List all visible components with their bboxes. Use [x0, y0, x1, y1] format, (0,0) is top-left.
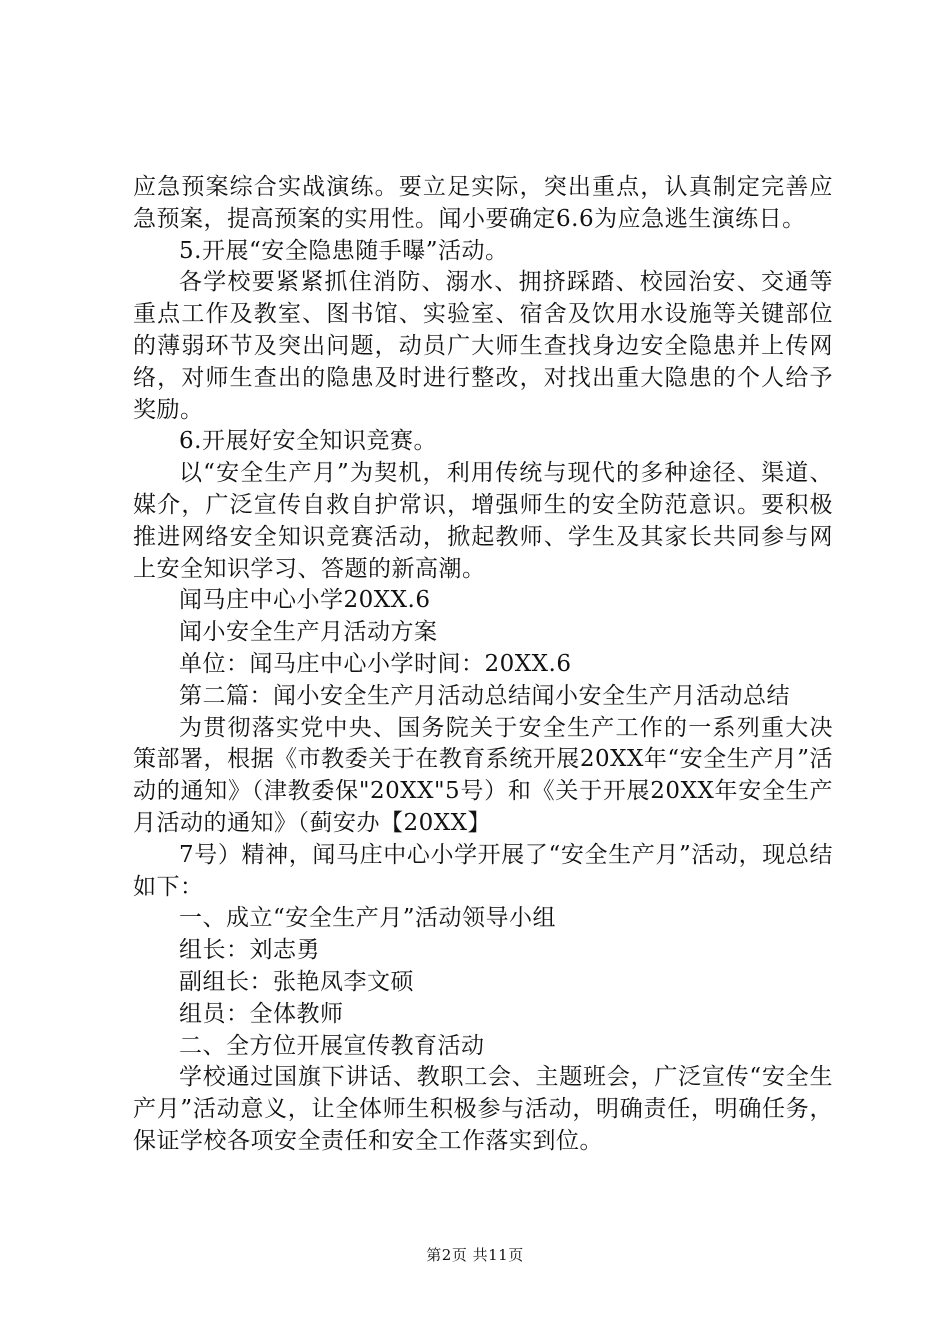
paragraph-4: 6.开展好安全知识竞赛。: [179, 428, 437, 455]
paragraph-15: 组员：全体教师: [179, 1000, 344, 1027]
paragraph-7: 闻小安全生产月活动方案: [179, 619, 438, 646]
paragraph-1: 应急预案综合实战演练。要立足实际，突出重点，认真制定完善应急预案，提高预案的实用性。闻小要确定6.6为应急逃生演练日。: [133, 174, 833, 232]
page-number-footer: 第2页 共11页: [426, 1246, 524, 1264]
paragraph-2: 5.开展“安全隐患随手曝”活动。: [179, 237, 509, 264]
paragraph-11: 7号）精神，闻马庄中心小学开展了“安全生产月”活动，现总结如下：: [133, 841, 833, 900]
paragraph-10: 为贯彻落实党中央、国务院关于安全生产工作的一系列重大决策部署，根据《市教委关于在教育系统开展20XX年“安全生产月”活动的通知》（津教委保"20XX"5号）和《关于开展20XX年安全生产月活动的通知》（蓟安办【20XX】: [133, 714, 834, 836]
paragraph-12: 一、成立“安全生产月”活动领导小组: [179, 905, 557, 932]
paragraph-14: 副组长：张艳凤李文硕: [179, 968, 414, 995]
paragraph-3: 各学校要紧紧抓住消防、溺水、拥挤踩踏、校园治安、交通等重点工作及教室、图书馆、实验室、宿舍及饮用水设施等关键部位的薄弱环节及突出问题，动员广大师生查找身边安全隐患并上传网络，对师生查出的隐患及时进行整改，对找出重大隐患的个人给予奖励。: [133, 269, 833, 423]
paragraph-17: 学校通过国旗下讲话、教职工会、主题班会，广泛宣传“安全生产月”活动意义，让全体师生积极参与活动，明确责任，明确任务，保证学校各项安全责任和安全工作落实到位。: [133, 1064, 833, 1154]
paragraph-9: 第二篇：闻小安全生产月活动总结闻小安全生产月活动总结: [179, 682, 790, 709]
paragraph-13: 组长：刘志勇: [179, 937, 320, 964]
paragraph-8: 单位：闻马庄中心小学时间：20XX.6: [179, 650, 572, 677]
paragraph-6: 闻马庄中心小学20XX.6: [179, 587, 431, 614]
paragraph-5: 以“安全生产月”为契机，利用传统与现代的多种途径、渠道、媒介，广泛宣传自救自护常识，增强师生的安全防范意识。要积极推进网络安全知识竞赛活动，掀起教师、学生及其家长共同参与网上安全知识学习、答题的新高潮。: [133, 460, 833, 582]
document-body: [133, 172, 833, 1158]
paragraph-16: 二、全方位开展宣传教育活动: [179, 1032, 485, 1059]
